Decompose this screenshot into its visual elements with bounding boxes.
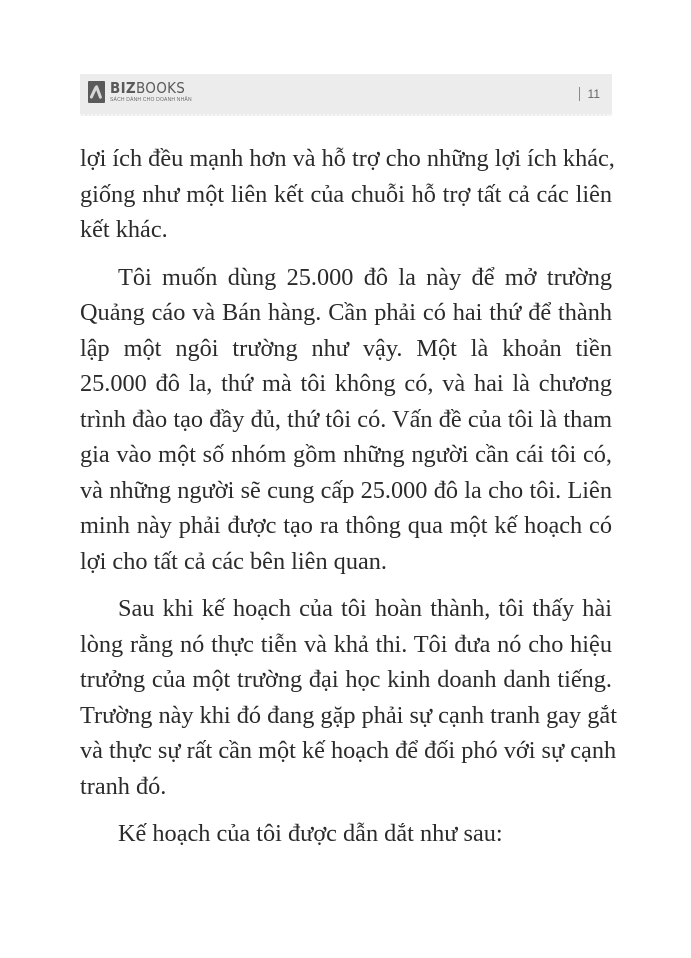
text-line: Sau khi kế hoạch của tôi hoàn thành, tôi thấy hài xyxy=(118,595,612,622)
text-line: 25.000 đô la, thứ mà tôi không có, và hai là chương xyxy=(80,370,612,397)
logo-text xyxy=(110,81,192,103)
text-line: và những người sẽ cung cấp 25.000 đô la cho tôi. Liên xyxy=(80,476,612,504)
text-line: Quảng cáo và Bán hàng. Cần phải có hai thứ để thành xyxy=(80,299,612,326)
text-line: trưởng của một trường đại học kinh doanh danh tiếng. xyxy=(80,666,612,693)
paragraph xyxy=(80,591,617,804)
paragraph xyxy=(80,816,612,852)
text-line: lợi cho tất cả các bên liên quan. xyxy=(80,547,387,575)
page-number-divider xyxy=(579,87,580,101)
logo-brand-bold: BIZ xyxy=(110,79,136,97)
text-line: gia vào một số nhóm gồm những người cần cái tôi có, xyxy=(80,441,612,468)
text-line: lập một ngôi trường như vậy. Một là khoản tiền xyxy=(80,334,612,362)
logo-brand-regular: BOOKS xyxy=(136,79,186,97)
logo-brand xyxy=(110,81,192,96)
text-line: lợi ích đều mạnh hơn và hỗ trợ cho những lợi ích khác, xyxy=(80,145,615,172)
text-line: trình đào tạo đầy đủ, thứ tôi có. Vấn đề của tôi là tham xyxy=(80,405,612,433)
text-line: Tôi muốn dùng 25.000 đô la này để mở trường xyxy=(118,263,612,291)
bizbooks-logo-icon xyxy=(88,81,105,103)
text-line: tranh đó. xyxy=(80,772,167,800)
text-line: giống như một liên kết của chuỗi hỗ trợ tất cả các liên xyxy=(80,180,612,208)
logo-tagline: SÁCH DÀNH CHO DOANH NHÂN xyxy=(110,97,192,103)
paragraph xyxy=(80,141,615,248)
running-header xyxy=(80,74,612,116)
text-line: minh này phải được tạo ra thông qua một kế hoạch có xyxy=(80,512,612,539)
text-line: và thực sự rất cần một kế hoạch để đối phó với sự cạnh xyxy=(80,737,617,764)
text-line: Kế hoạch của tôi được dẫn dắt như sau: xyxy=(118,820,503,847)
text-line: Trường này khi đó đang gặp phải sự cạnh tranh gay gắt xyxy=(80,701,617,729)
bizbooks-logo xyxy=(88,81,192,103)
body-text xyxy=(80,141,617,864)
text-line: lòng rằng nó thực tiễn và khả thi. Tôi đưa nó cho hiệu xyxy=(80,630,612,658)
page-number-area xyxy=(579,87,600,101)
text-line: kết khác. xyxy=(80,216,168,243)
paragraph xyxy=(80,260,612,580)
page-number: 11 xyxy=(587,87,600,101)
